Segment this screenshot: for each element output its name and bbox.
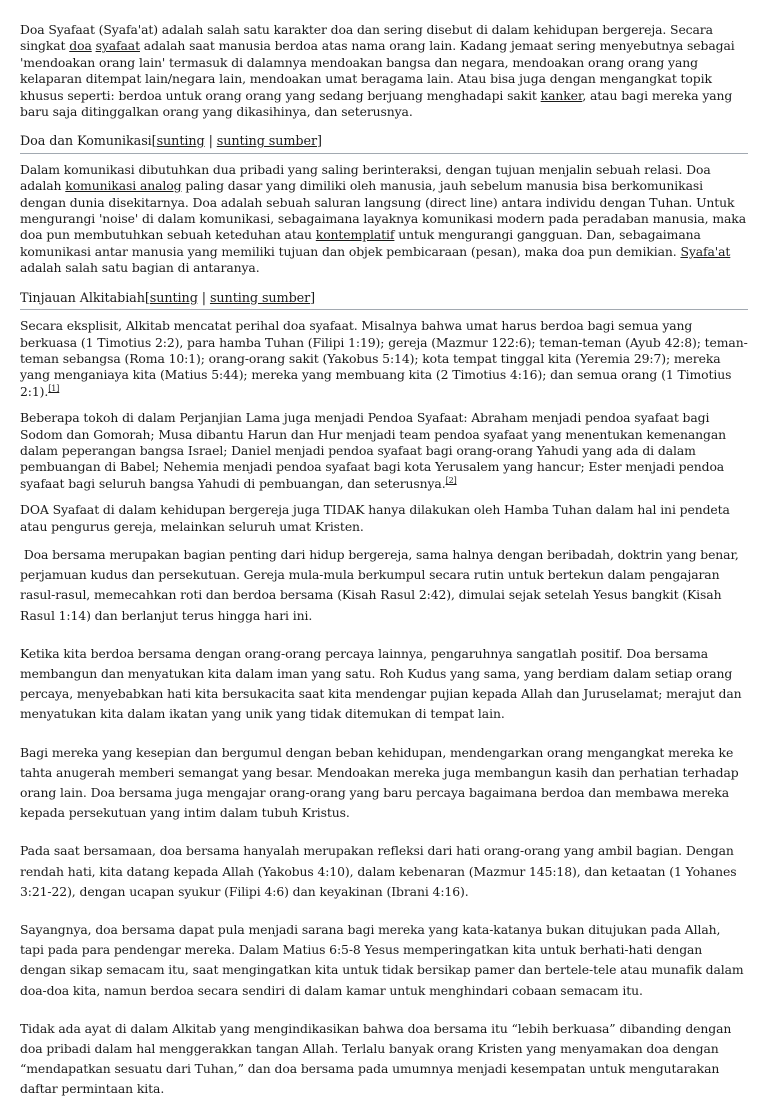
edit-links: [sunting | sunting sumber] bbox=[151, 134, 322, 150]
link-doa[interactable]: doa bbox=[69, 38, 92, 54]
body-paragraph-5: Sayangnya, doa bersama dapat pula menjadi sarana bagi mereka yang kata-katanya bukan ditujukan pada Allah, tapi pada para pendengar mereka. Dalam Matius 6:5-8 Yesus memperingatkan kita untuk berhati-hati dengan dengan sikap semacam itu, saat mengingatkan kita untuk tidak bersikap pamer dan bertele-tele atau munafik dalam doa-doa kita, namun berdoa secara sendiri di dalam kamar untuk menghindari cobaan semacam itu. bbox=[20, 922, 744, 998]
link-syafaat[interactable]: syafaat bbox=[95, 38, 140, 54]
reference-link-2[interactable]: [2] bbox=[445, 475, 457, 485]
body-paragraph-1: Doa bersama merupakan bagian penting dari hidup bergereja, sama halnya dengan beribadah, doktrin yang benar, perjamuan kudus dan persekutuan. Gereja mula-mula berkumpul secara rutin untuk bertekun dalam pengajaran rasul-rasul, memecahkan roti dan berdoa bersama (Kisah Rasul 2:42), dimulai sejak setelah Yesus bangkit (Kisah Rasul 1:14) dan berlanjut terus hingga hari ini. bbox=[20, 546, 743, 623]
link-kanker[interactable]: kanker bbox=[540, 87, 583, 103]
edit-link[interactable]: sunting bbox=[149, 290, 198, 306]
edit-source-link[interactable]: sunting sumber bbox=[216, 134, 317, 150]
intro-paragraph: Doa Syafaat (Syafa'at) adalah salah satu karakter doa dan sering disebut di dalam kehidupan bergereja. Secara singkat doa syafaat adalah saat manusia berdoa atas nama orang lain. Kadang jemaat sering menyebutnya sebagai 'mendoakan orang lain' termasuk di dalamnya mendoakan bangsa dan negara, mendoakan orang orang yang kelaparan ditempat lain/negara lain, mendoakan umat beragama lain. Atau bisa juga dengan mengangkat topik khusus seperti: berdoa untuk orang orang yang sedang berjuang menghadapi sakit kanker, atau bagi mereka yang baru saja ditinggalkan orang yang dikasihinya, dan seterusnya. bbox=[20, 22, 735, 120]
alkitab-paragraph-3: DOA Syafaat di dalam kehidupan bergereja juga TIDAK hanya dilakukan oleh Hamba Tuhan dalam hal ini pendeta atau pengurus gereja, melainkan seluruh umat Kristen. bbox=[20, 502, 730, 534]
intro-text: Doa Syafaat (Syafa'at) adalah salah satu karakter doa dan sering disebut di dalam kehidupan bergereja. Secara singkat bbox=[20, 22, 713, 54]
link-kontemplatif[interactable]: kontemplatif bbox=[315, 227, 395, 243]
link-syafaat-2[interactable]: Syafa'at bbox=[680, 243, 731, 259]
body-paragraph-3: Bagi mereka yang kesepian dan bergumul dengan beban kehidupan, mendengarkan orang mengangkat mereka ke tahta anugerah memberi semangat yang besar. Mendoakan mereka juga membangun kasih dan perhatian terhadap orang lain. Doa bersama juga mengajar orang-orang yang baru percaya bagaimana berdoa dan membawa mereka kepada persekutuan yang intim dalam tubuh Kristus. bbox=[20, 744, 739, 821]
edit-link[interactable]: sunting bbox=[156, 134, 205, 150]
section-title: Doa dan Komunikasi bbox=[20, 134, 152, 150]
section-title: Tinjauan Alkitabiah bbox=[20, 290, 145, 306]
body-paragraph-6: Tidak ada ayat di dalam Alkitab yang mengindikasikan bahwa doa bersama itu “lebih berkuasa” dibanding dengan doa pribadi dalam hal menggerakkan tangan Allah. Terlalu banyak orang Kristen yang menyamakan doa dengan “mendapatkan sesuatu dari Tuhan,” dan doa bersama pada umumnya menjadi kesempatan untuk mengutarakan daftar permintaan kita. bbox=[20, 1020, 732, 1097]
alkitab-paragraph-2: Beberapa tokoh di dalam Perjanjian Lama juga menjadi Pendoa Syafaat: Abraham menjadi pendoa syafaat bagi Sodom dan Gomorah; Musa dibantu Harun dan Hur menjadi team pendoa syafaat yang menentukan kemenangan dalam peperangan bangsa Israel; Daniel menjadi pendoa syafaat bagi orang-orang Yahudi yang ada di dalam pembuangan di Babel; Nehemia menjadi pendoa syafaat bagi kota Yerusalem yang hancur; Ester menjadi pendoa syafaat bagi seluruh bangsa Yahudi di pembuangan, dan seterusnya.[2] bbox=[20, 410, 727, 491]
alkitab-paragraph-1: Secara eksplisit, Alkitab mencatat perihal doa syafaat. Misalnya bahwa umat harus berdoa bagi semua yang berkuasa (1 Timotius 2:2), para hamba Tuhan (Filipi 1:19); gereja (Mazmur 122:6); teman-teman (Ayub 42:8); teman-teman sebangsa (Roma 10:1); orang-orang sakit (Yakobus 5:14); kota tempat tinggal kita (Yeremia 29:7); mereka yang menganiaya kita (Matius 5:44); mereka yang membuang kita (2 Timotius 4:16); dan semua orang (1 Timotius 2:1).[1] bbox=[20, 318, 748, 399]
section-heading-doa-komunikasi bbox=[20, 134, 748, 153]
link-komunikasi-analog[interactable]: komunikasi analog bbox=[65, 178, 182, 194]
edit-links: [sunting | sunting sumber] bbox=[144, 290, 316, 306]
edit-source-link[interactable]: sunting sumber bbox=[209, 290, 311, 306]
section-heading-tinjauan-alkitabiah bbox=[20, 291, 748, 310]
reference-link-1[interactable]: [1] bbox=[48, 383, 60, 393]
body-paragraph-2: Ketika kita berdoa bersama dengan orang-orang percaya lainnya, pengaruhnya sangatlah positif. Doa bersama membangun dan menyatukan kita dalam iman yang satu. Roh Kudus yang sama, yang berdiam dalam setiap orang percaya, menyebabkan hati kita bersukacita saat kita mendengar pujian kepada Allah dan Juruselamat; merajut dan menyatukan kita dalam ikatan yang unik yang tidak ditemukan di tempat lain. bbox=[20, 645, 742, 722]
komunikasi-paragraph: Dalam komunikasi dibutuhkan dua pribadi yang saling berinteraksi, dengan tujuan menjalin sebuah relasi. Doa adalah komunikasi analog paling dasar yang dimiliki oleh manusia, jauh sebelum manusia bisa berkomunikasi dengan dunia disekitarnya. Doa adalah sebuah saluran langsung (direct line) antara individu dengan Tuhan. Untuk mengurangi 'noise' di dalam komunikasi, sebagaimana layaknya komunikasi modern pada peradaban manusia, maka doa pun membutuhkan sebuah keteduhan atau kontemplatif untuk mengurangi gangguan. Dan, sebagaimana komunikasi antar manusia yang memiliki tujuan dan objek pembicaraan (pesan), maka doa pun demikian. Syafa'at adalah salah satu bagian di antaranya. bbox=[20, 161, 746, 276]
body-paragraph-4: Pada saat bersamaan, doa bersama hanyalah merupakan refleksi dari hati orang-orang yang ambil bagian. Dengan rendah hati, kita datang kepada Allah (Yakobus 4:10), dalam kebenaran (Mazmur 145:18), dan ketaatan (1 Yohanes 3:21-22), dengan ucapan syukur (Filipi 4:6) dan keyakinan (Ibrani 4:16). bbox=[20, 843, 737, 899]
